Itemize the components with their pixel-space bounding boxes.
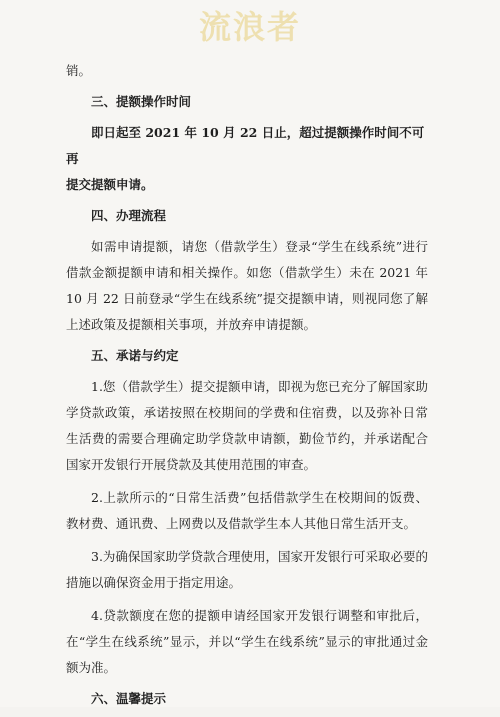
section5-heading: 五、承诺与约定 — [91, 348, 179, 363]
section4-heading: 四、办理流程 — [91, 208, 167, 223]
top-line: 销。 — [66, 63, 92, 78]
section4-paragraph: 如需申请提额，请您（借款学生）登录“学生在线系统”进行借款金额提额申请和相关操作。如您（借款学生）未在 2021 年 10 月 22 日前登录“学生在线系统”提交提额申请，则视同您了解上述政策及提额相关事项，并放弃申请提额。 — [66, 239, 428, 332]
section5-item-3: 3.为确保国家助学贷款合理使用，国家开发银行可采取必要的措施以确保资金用于指定用途。 — [66, 549, 428, 590]
section3-line2: 提交提额申请。 — [66, 177, 154, 192]
section3-heading: 三、提额操作时间 — [91, 94, 192, 109]
section5-item-1: 1.您（借款学生）提交提额申请，即视为您已充分了解国家助学贷款政策，承诺按照在校期间的学费和住宿费，以及弥补日常生活费的需要合理确定助学贷款申请额，勤俭节约，并承诺配合国家开发银行开展贷款及其使用范围的审查。 — [66, 379, 428, 472]
section3-line1: 即日起至 2021 年 10 月 22 日止，超过提额操作时间不可再 — [66, 125, 425, 166]
section5-item-4: 4.贷款额度在您的提额申请经国家开发银行调整和审批后，在“学生在线系统”显示，并以“学生在线系统”显示的审批通过金额为准。 — [66, 608, 428, 675]
section5-item-2: 2.上款所示的“日常生活费”包括借款学生在校期间的饭费、教材费、通讯费、上网费以及借款学生本人其他日常生活开支。 — [66, 490, 428, 531]
section6-heading: 六、温馨提示 — [91, 691, 167, 706]
watermark: 流浪者 — [198, 8, 301, 46]
document-body — [66, 58, 428, 717]
